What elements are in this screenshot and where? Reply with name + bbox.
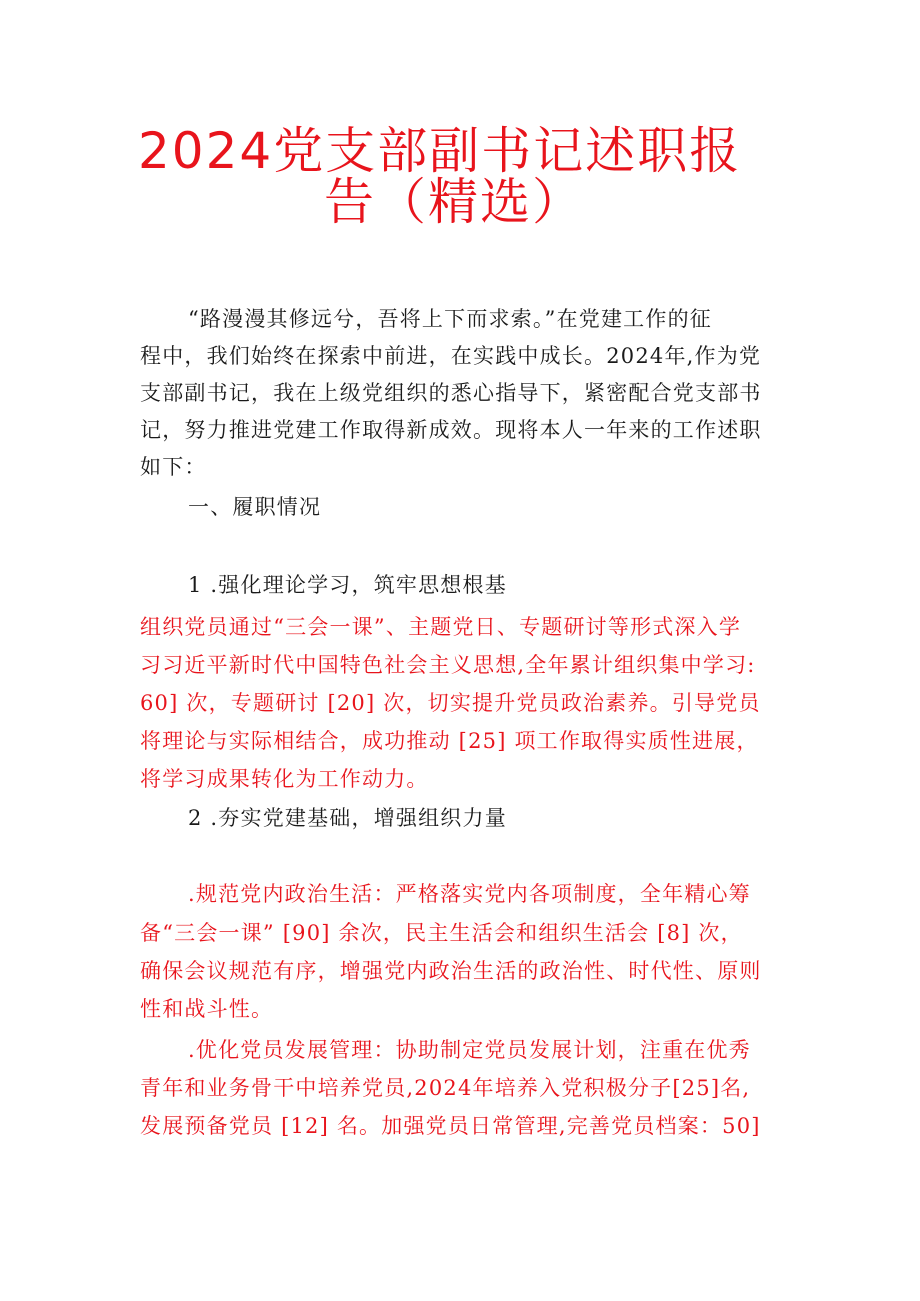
- subsection-2-para-2-line-2: 青年和业务骨干中培养党员,2024年培养入党积极分子[25]名,: [140, 1076, 751, 1100]
- subsection-1-line-1: 组织党员通过“三会一课”、主题党日、专题研讨等形式深入学: [140, 615, 742, 639]
- subsection-1-line-2: 习习近平新时代中国特色社会主义思想,全年累计组织集中学习:: [140, 653, 756, 677]
- subsection-heading-2: 2 .夯实党建基础，增强组织力量: [188, 806, 507, 830]
- subsection-1-line-3: 60] 次，专题研讨 [20] 次，切实提升党员政治素养。引导党员: [140, 691, 761, 715]
- intro-line-1: “路漫漫其修远兮，吾将上下而求索。”在党建工作的征: [188, 307, 712, 331]
- subsection-2-para-2-line-3: 发展预备党员 [12] 名。加强党员日常管理,完善党员档案：50]: [140, 1114, 761, 1138]
- subsection-2-para-1-line-2: 备“三会一课” [90] 余次，民主生活会和组织生活会 [8] 次，: [140, 921, 743, 945]
- intro-line-4: 记，努力推进党建工作取得新成效。现将本人一年来的工作述职: [140, 418, 762, 442]
- intro-line-3: 支部副书记，我在上级党组织的悉心指导下，紧密配合党支部书: [140, 381, 762, 405]
- subsection-2-para-1-line-1: .规范党内政治生活：严格落实党内各项制度，全年精心筹: [188, 882, 751, 906]
- intro-line-5: 如下：: [140, 455, 207, 479]
- section-heading-1: 一、履职情况: [188, 495, 322, 519]
- subsection-1-line-5: 将学习成果转化为工作动力。: [140, 767, 429, 791]
- document-title-line-1: 2024党支部副书记述职报: [138, 122, 742, 180]
- subsection-2-para-1-line-4: 性和战斗性。: [140, 997, 274, 1021]
- subsection-2-para-1-line-3: 确保会议规范有序，增强党内政治生活的政治性、时代性、原则: [140, 959, 762, 983]
- subsection-heading-1: 1 .强化理论学习，筑牢思想根基: [188, 573, 507, 597]
- document-title-line-2: 告（精选）: [324, 173, 584, 231]
- subsection-2-para-2-line-1: .优化党员发展管理：协助制定党员发展计划，注重在优秀: [188, 1038, 751, 1062]
- intro-line-2: 程中，我们始终在探索中前进，在实践中成长。2024年,作为党: [140, 344, 762, 368]
- subsection-1-line-4: 将理论与实际相结合，成功推动 [25] 项工作取得实质性进展，: [140, 729, 759, 753]
